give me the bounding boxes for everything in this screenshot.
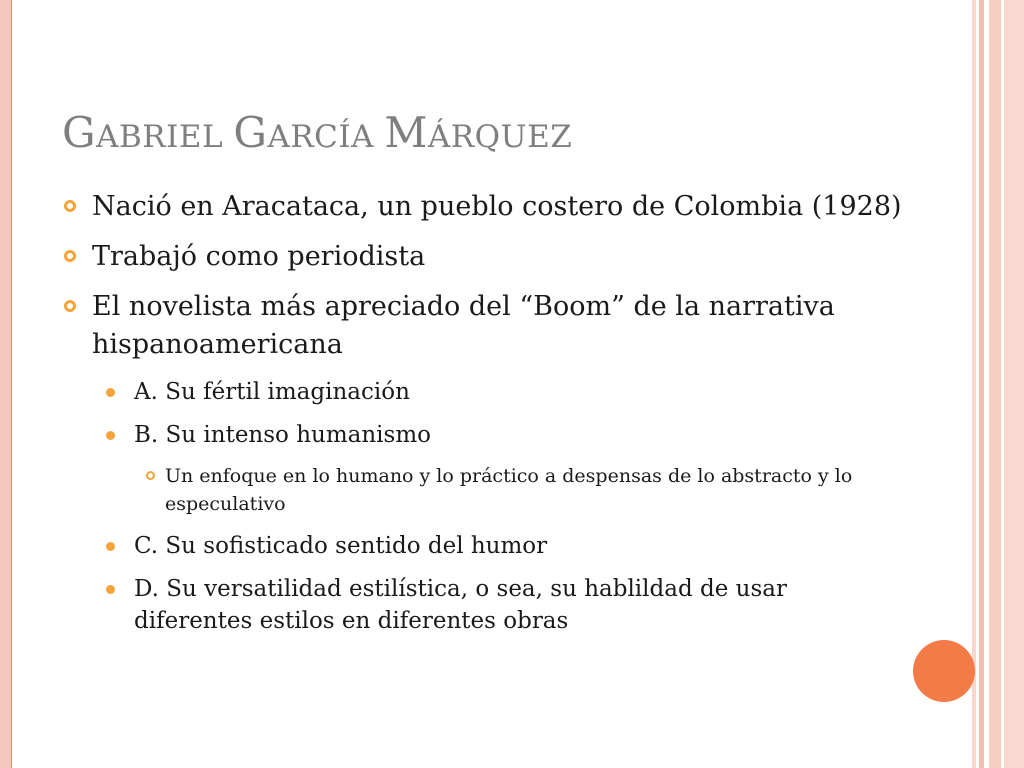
sub-bullet-item [62, 419, 902, 451]
sub-sub-bullet-text: Un enfoque en lo humano y lo práctico a despensas de lo abstracto y lo especulativo [165, 465, 853, 515]
dot-bullet-icon [106, 431, 115, 440]
bullet-item [62, 188, 902, 226]
slide-body [62, 188, 902, 648]
bullet-icon [64, 200, 76, 212]
sub-bullet-item [62, 530, 902, 562]
sub-bullet-text: D. Su versatilidad estilística, o sea, su hablildad de usar diferentes estilos en diferentes obras [134, 576, 787, 634]
sub-bullet-item [62, 376, 902, 408]
bullet-item [62, 238, 902, 276]
left-border [0, 0, 12, 768]
dot-bullet-icon [106, 388, 115, 397]
bullet-icon [64, 300, 76, 312]
bullet-text: Nació en Aracataca, un pueblo costero de Colombia (1928) [92, 191, 902, 222]
bullet-text: Trabajó como periodista [92, 241, 426, 272]
sub-bullet-text: A. Su fértil imaginación [134, 379, 410, 405]
sub-bullet-text: B. Su intenso humanismo [134, 422, 431, 448]
slide-title: GABRIEL GARCÍA MÁRQUEZ [62, 108, 573, 157]
sub-sub-bullet-item [62, 462, 902, 518]
bullet-icon [64, 250, 76, 262]
decorative-circle [913, 640, 975, 702]
dot-bullet-icon [106, 542, 115, 551]
bullet-text: El novelista más apreciado del “Boom” de la narrativa hispanoamericana [92, 291, 835, 360]
sub-bullet-text: C. Su sofisticado sentido del humor [134, 533, 548, 559]
sub-bullet-item [62, 573, 902, 637]
bullet-item [62, 288, 902, 364]
right-decorative-stripes [972, 0, 1024, 768]
dot-bullet-icon [106, 585, 115, 594]
bullet-icon [146, 471, 155, 480]
